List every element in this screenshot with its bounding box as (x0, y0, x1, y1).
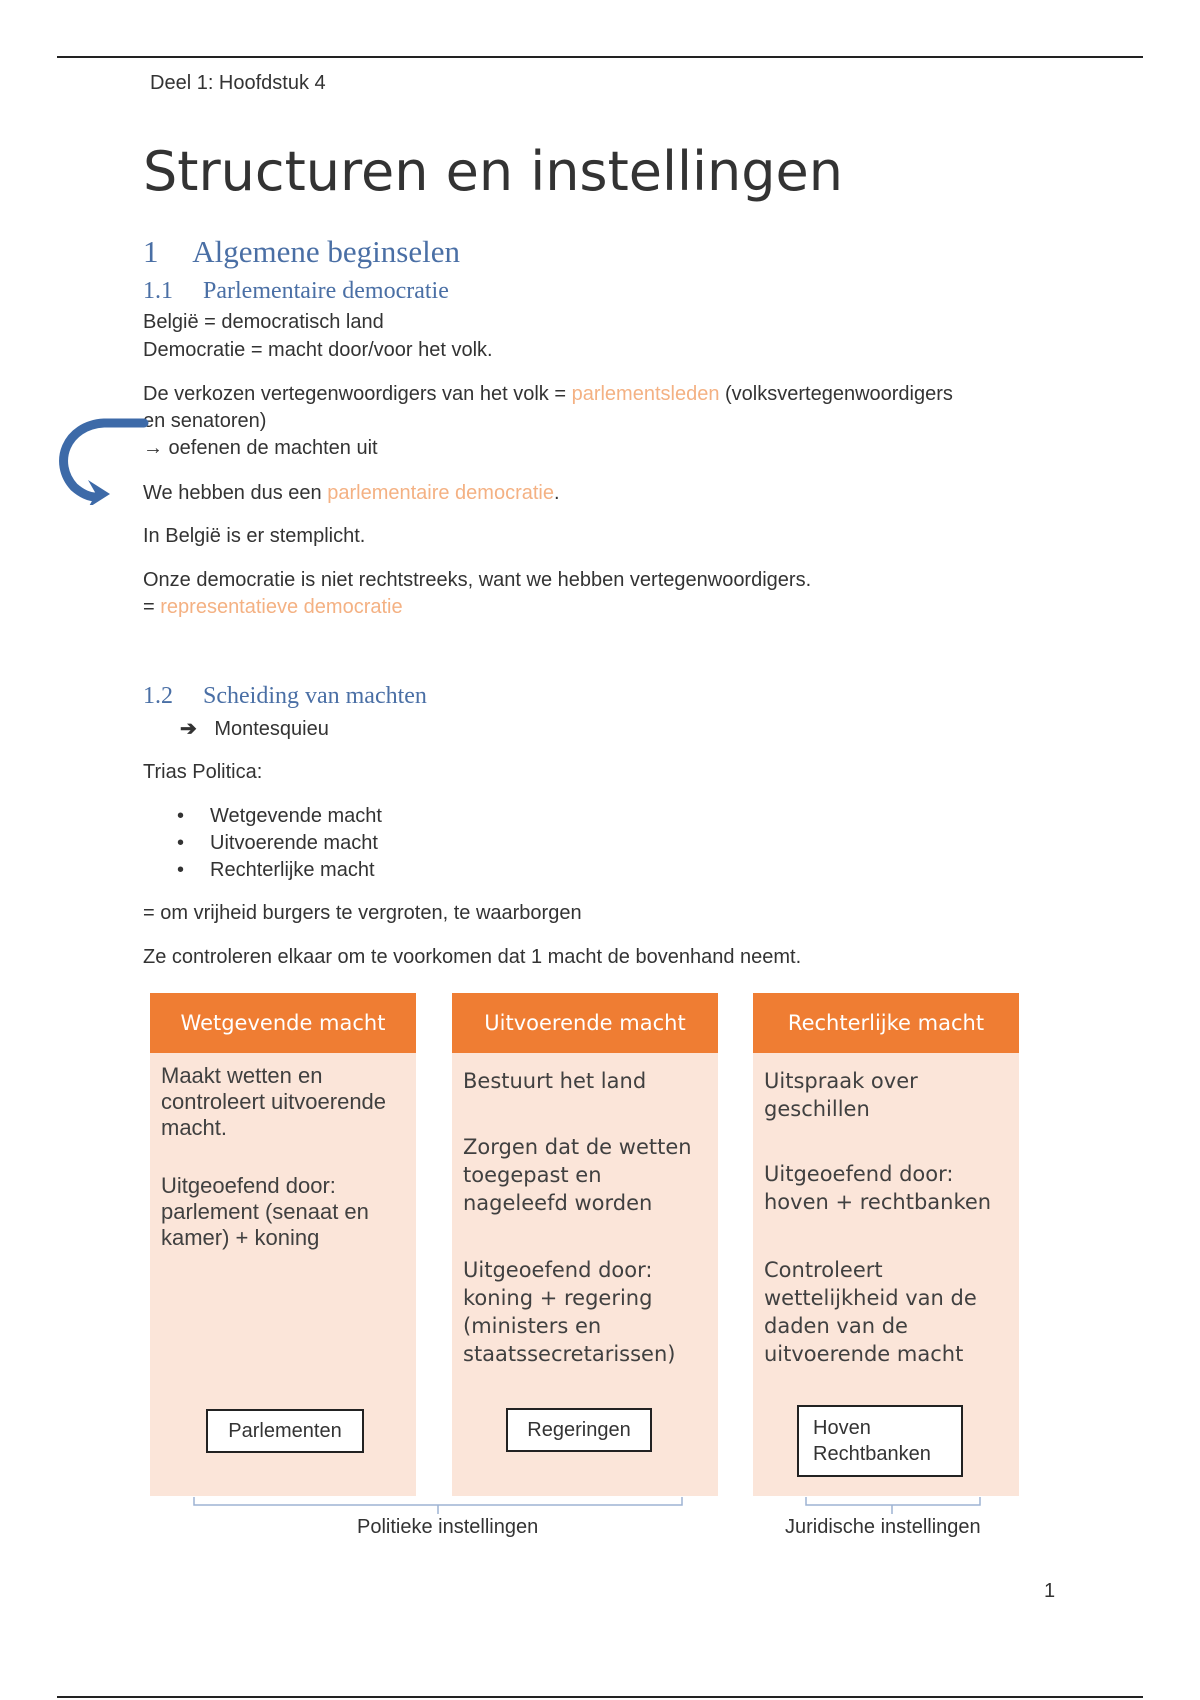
text-verkozen: De verkozen vertegenwoordigers van het volk = parlementsleden (volksvertegenwoordigers (143, 383, 953, 405)
text-oefenen: → oefenen de machten uit (143, 437, 378, 459)
text-onze-democratie: Onze democratie is niet rechtstreeks, want we hebben vertegenwoordigers. (143, 569, 812, 591)
subsection-1-2-number: 1.2 (143, 683, 173, 709)
column-text: Controleert wettelijkheid van de daden van de uitvoerende macht (764, 1258, 977, 1366)
arrow-right-icon: ➔ (180, 718, 197, 740)
curved-arrow-icon (44, 405, 154, 505)
column-text: Bestuurt het land (463, 1069, 647, 1093)
text-controle: Ze controleren elkaar om te voorkomen dat 1 macht de bovenhand neemt. (143, 946, 802, 968)
montesquieu-line: ➔ Montesquieu (180, 718, 329, 740)
bullet-list (177, 803, 382, 884)
text-senatoren: en senatoren) (143, 410, 267, 432)
highlight-parlementsleden: parlementsleden (571, 383, 720, 405)
text-vrijheid: = om vrijheid burgers te vergroten, te waarborgen (143, 902, 582, 924)
column-text: Uitgeoefend door: parlement (senaat en kamer) + koning (161, 1173, 369, 1250)
label-politieke-instellingen: Politieke instellingen (357, 1516, 539, 1538)
subsection-1-1-heading (143, 278, 449, 305)
column-wetgevende-macht (150, 993, 416, 1496)
subsection-1-2-heading (143, 683, 427, 710)
column-text: Uitgeoefend door: hoven + rechtbanken (764, 1162, 992, 1214)
subsection-1-1-title: Parlementaire democratie (203, 278, 449, 304)
bullet-icon: • (177, 805, 185, 827)
hoven-rechtbanken-box: Hoven Rechtbanken (797, 1405, 963, 1477)
page-number: 1 (1044, 1580, 1056, 1602)
section-1-heading (143, 234, 460, 270)
column-text: Uitspraak over geschillen (764, 1069, 918, 1121)
column-header: Rechterlijke macht (753, 993, 1019, 1053)
text-representatief: = representatieve democratie (143, 596, 403, 618)
regeringen-box: Regeringen (506, 1408, 652, 1452)
highlight-representatieve-democratie: representatieve democratie (160, 596, 403, 618)
column-header: Uitvoerende macht (452, 993, 718, 1053)
list-item: • Uitvoerende macht (177, 832, 378, 854)
top-rule (57, 56, 1143, 58)
list-item: • Rechterlijke macht (177, 859, 375, 881)
section-1-number: 1 (143, 234, 159, 269)
text-we-hebben: We hebben dus een parlementaire democratie. (143, 482, 560, 504)
section-1-title: Algemene beginselen (192, 234, 460, 269)
column-uitvoerende-macht (452, 993, 718, 1496)
running-header: Deel 1: Hoofdstuk 4 (150, 72, 326, 94)
parlementen-box: Parlementen (206, 1409, 364, 1453)
list-item: • Wetgevende macht (177, 805, 382, 827)
column-text: Uitgeoefend door: koning + regering (ministers en staatssecretarissen) (463, 1258, 676, 1366)
bottom-rule (57, 1696, 1143, 1698)
subsection-1-2-title: Scheiding van machten (203, 683, 427, 709)
subsection-1-1-number: 1.1 (143, 278, 173, 304)
column-text: Maakt wetten en controleert uitvoerende macht. (161, 1063, 387, 1140)
page-title: Structuren en instellingen (143, 140, 843, 203)
column-header: Wetgevende macht (150, 993, 416, 1053)
bullet-icon: • (177, 832, 185, 854)
text-democratie: Democratie = macht door/voor het volk. (143, 339, 493, 361)
highlight-parlementaire-democratie: parlementaire democratie (327, 482, 554, 504)
column-rechterlijke-macht (753, 993, 1019, 1496)
text-stemplicht: In België is er stemplicht. (143, 525, 366, 547)
text-trias: Trias Politica: (143, 761, 263, 783)
column-text: Zorgen dat de wetten toegepast en nageleefd worden (463, 1135, 692, 1215)
text-belgie: België = democratisch land (143, 311, 384, 333)
bullet-icon: • (177, 859, 185, 881)
label-juridische-instellingen: Juridische instellingen (785, 1516, 981, 1538)
